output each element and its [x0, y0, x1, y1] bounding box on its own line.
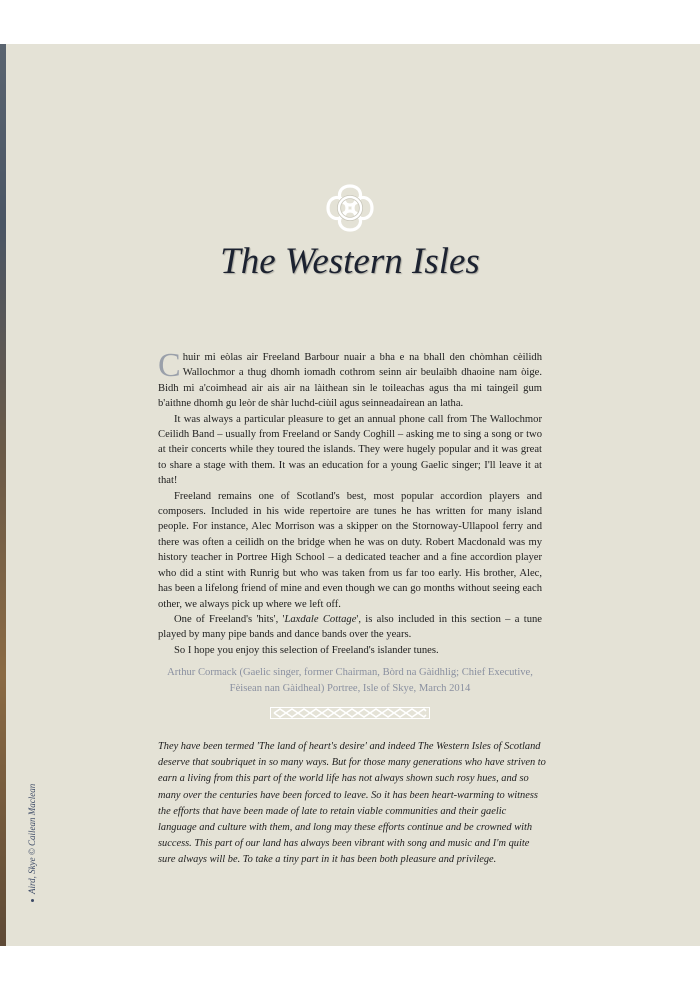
signature-line: Fèisean nan Gàidheal) Portree, Isle of Skye, March 2014 [229, 683, 471, 694]
article-paragraph [158, 347, 542, 412]
article-paragraph: So I hope you enjoy this selection of Freeland's islander tunes. [174, 644, 439, 656]
celtic-knot-border-icon [270, 707, 430, 719]
signature-line: Arthur Cormack (Gaelic singer, former Chairman, Bòrd na Gàidhlig; Chief Executive, [167, 667, 533, 678]
article-paragraph: It was always a particular pleasure to get an annual phone call from The Wallochmor Ceilidh Band – usually from Freeland or Sandy Coghill – asking me to sing a song or two at their concerts while they toured the islands. They were hugely popular and it was great to share a stage with them. It was an education for a young Gaelic singer; I'll leave it at that! [158, 413, 542, 487]
photo-caption-text: Aird, Skye © Cailean Maclean [27, 783, 37, 894]
drop-cap: C [158, 347, 181, 384]
photo-caption [27, 742, 37, 902]
section-intro: They have been termed 'The land of heart's desire' and indeed The Western Isles of Scotland deserve that soubriquet in so many ways. But for those many generations who have striven to earn a living from this part of the world life has not always shown such rosy hues, and so many over the centuries have been forced to leave. So it has been heart-warming to witness the efforts that have been made of late to retain viable communities and their gaelic language and culture with them, and long may these efforts continue and be crowned with success. This part of our land has always been vibrant with song and music and I'm quite sure always will be. To take a tiny part in it has been both pleasure and privilege. [158, 741, 546, 866]
paragraph-text: huir mi eòlas air Freeland Barbour nuair a bha e na bhall den chòmhan cèilidh Wallochmor a thug dhomh iomadh cothrom seinn air beulaibh dhaoine nam òige. Bidh mi a'coimhead air ais air na làithean sin le toileachas agus tha mi taingeil gum b'aithne dhomh gu leòr de shàr luchd-ciùil agus seinneadairean an latha. [158, 352, 542, 410]
tune-title: Laxdale Cottage [284, 613, 357, 625]
author-signature [158, 665, 542, 697]
article-paragraph: Freeland remains one of Scotland's best, most popular accordion players and composers. Included in his wide repertoire are tunes he has written for many island people. For instance, Alec Morrison was a skipper on the Stornoway-Ullapool ferry and there was often a ceilidh on the bridge when he was on duty. Robert Macdonald was my history teacher in Portree High School – a dedicated teacher and a fine accordion player who did a stint with Runrig but who was taken from us far too early. His brother, Alec, has been a lifelong friend of mine and even though we can go months without seeing each other, we always pick up where we left off. [158, 490, 542, 610]
cover-photo-edge [0, 44, 6, 946]
page-sheet [0, 44, 700, 946]
article-paragraph [158, 612, 542, 643]
hits-text-after: ', is also included in this section – a tune played by many pipe bands and dance bands over the years. [158, 613, 543, 641]
article-body [158, 347, 543, 658]
hits-text-before: One of Freeland's 'hits', ' [174, 613, 285, 625]
bullet-icon [31, 899, 34, 902]
page-title: The Western Isles [220, 241, 480, 282]
celtic-knot-icon [324, 182, 376, 234]
